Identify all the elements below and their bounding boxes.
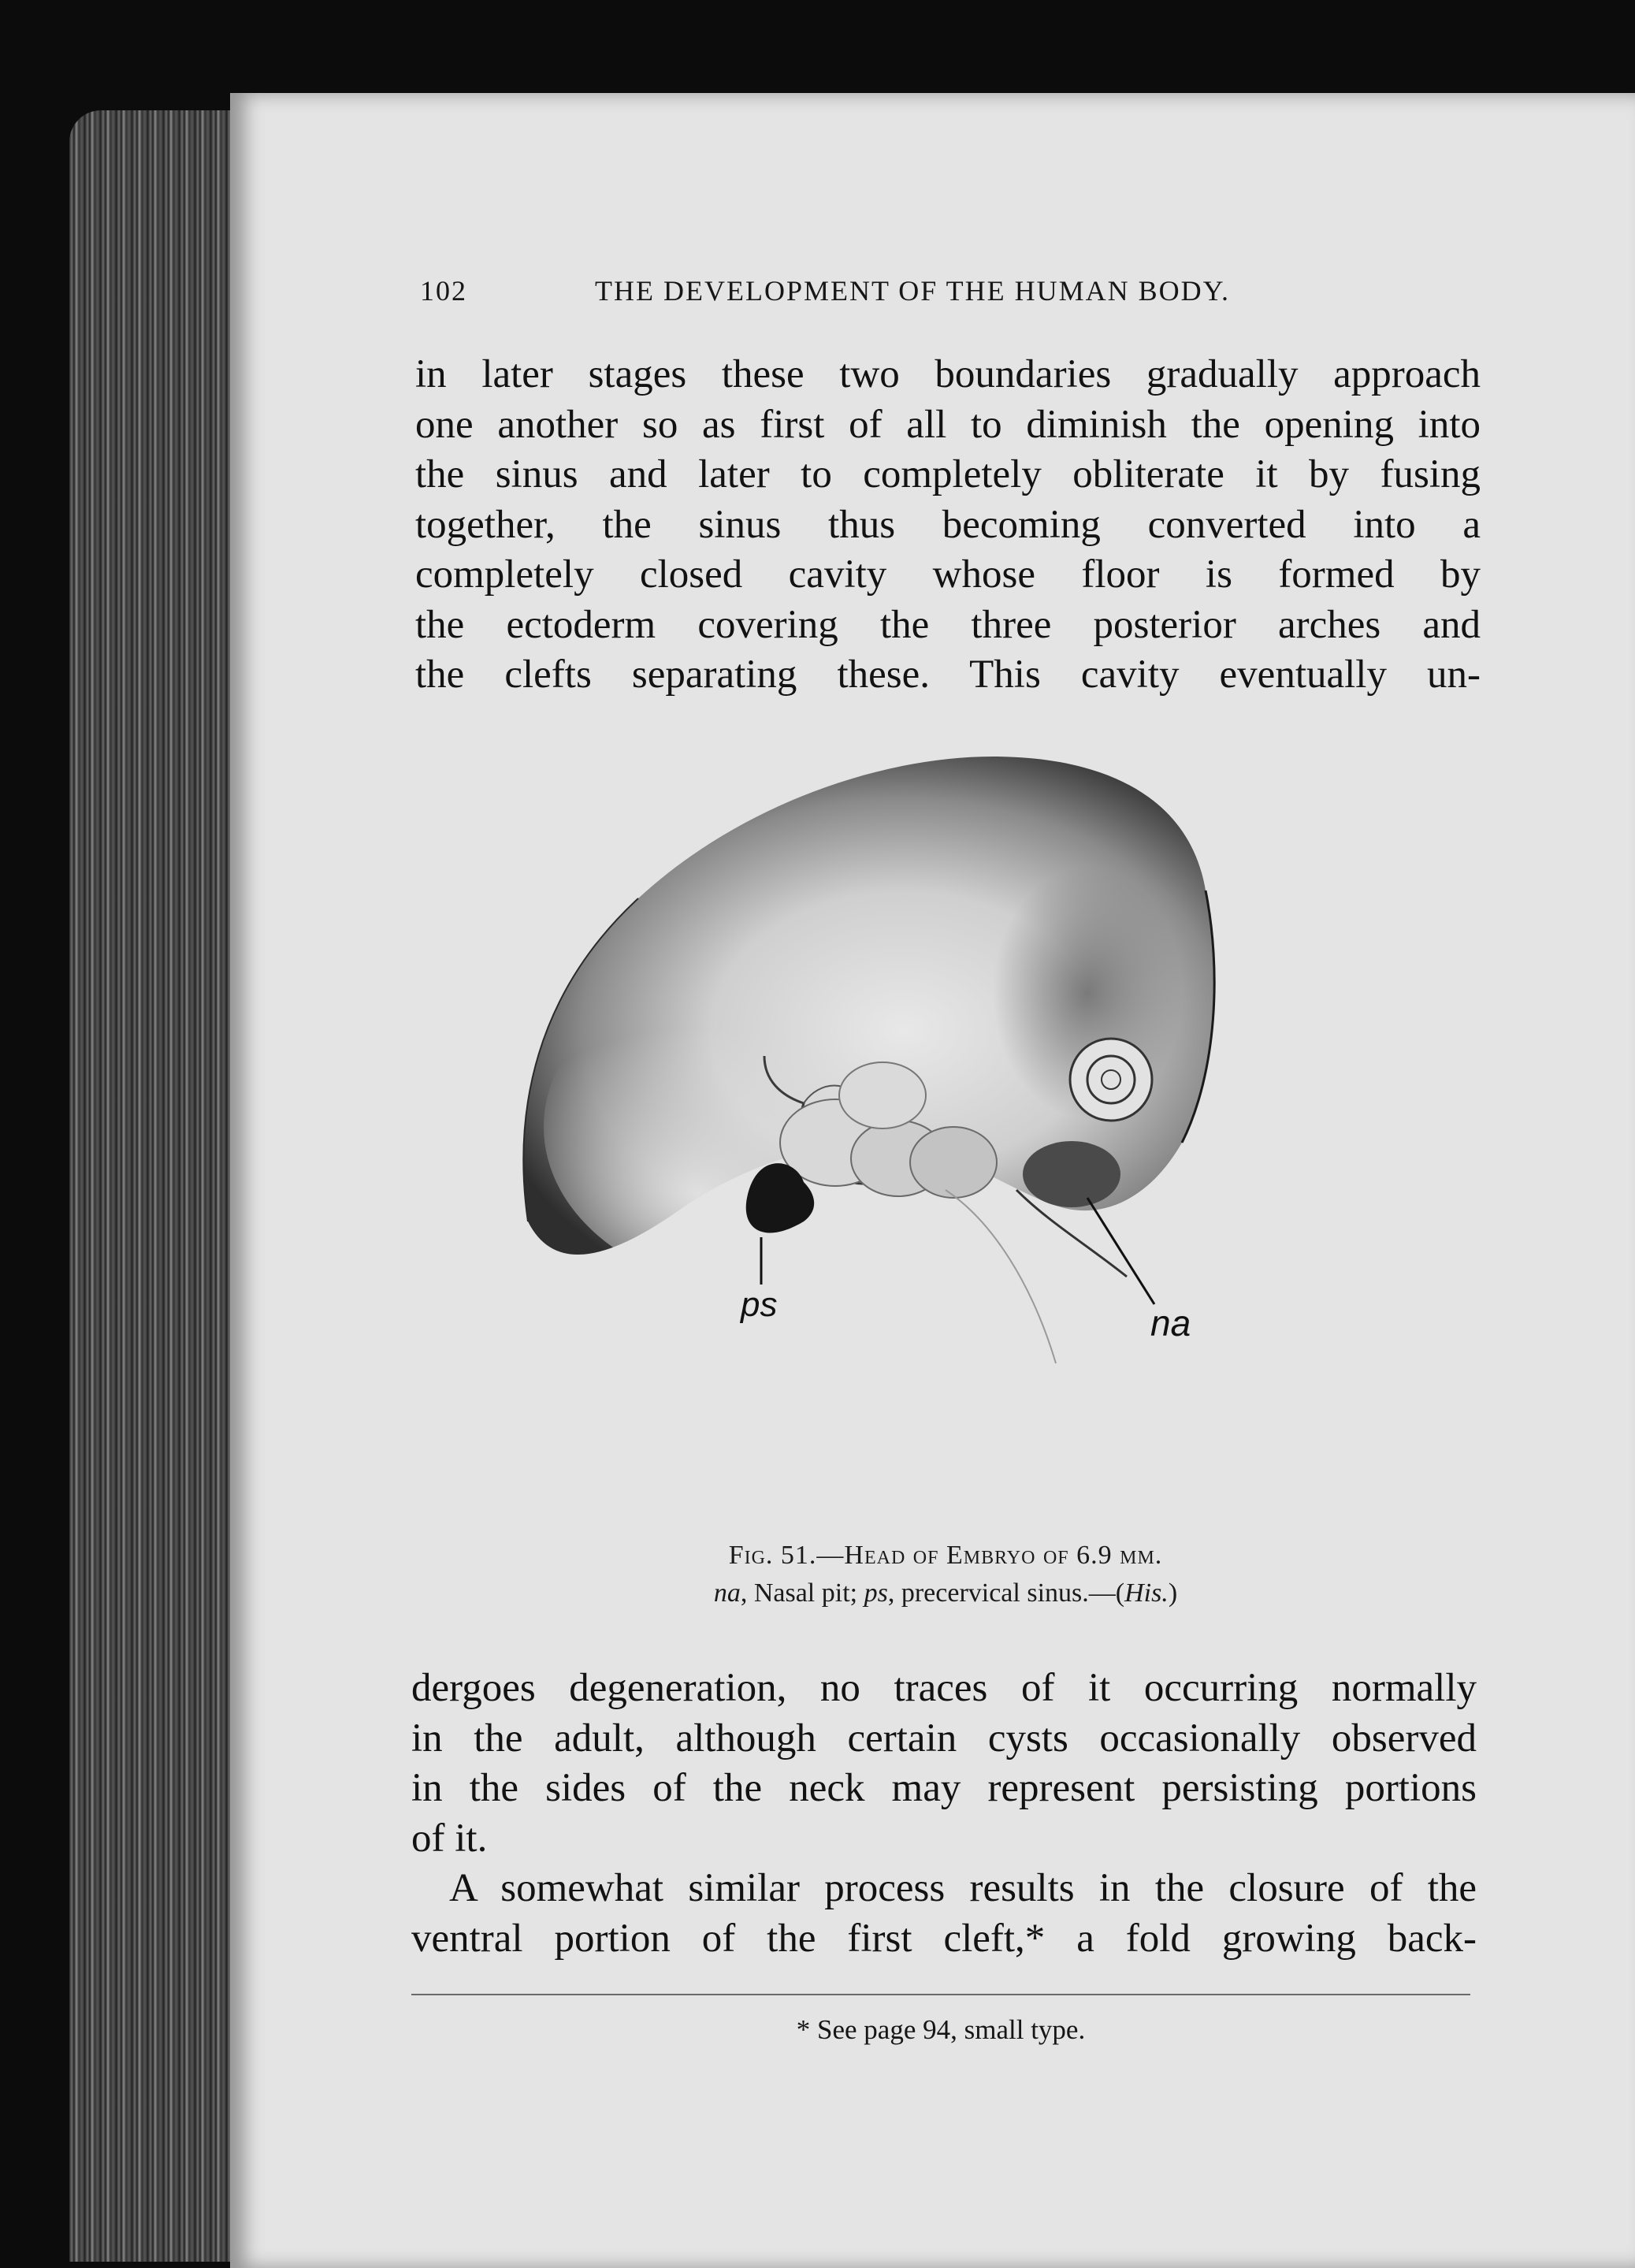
paragraph-bottom — [411, 1664, 1477, 1964]
footnote: * See page 94, small type. — [796, 2014, 1086, 2045]
text-line: of it. — [411, 1816, 488, 1861]
caption-text: ) — [1168, 1578, 1178, 1608]
text-line: in the adult, although certain cysts occasionally observed — [411, 1716, 1477, 1760]
text-line: dergoes degeneration, no traces of it occurring normally — [411, 1666, 1477, 1710]
text-line: completely closed cavity whose floor is formed by — [415, 552, 1481, 597]
label-line-na — [1087, 1198, 1154, 1304]
text-line: in the sides of the neck may represent persisting portions — [411, 1766, 1477, 1810]
caption-abbr: ps — [864, 1578, 888, 1608]
caption-title: Fig. 51.—Head of Embryo of 6.9 mm. — [728, 1541, 1163, 1570]
running-head: THE DEVELOPMENT OF THE HUMAN BODY. — [595, 275, 1231, 307]
figure-embryo-head — [504, 733, 1387, 1371]
caption-abbr: na — [713, 1578, 741, 1608]
page-number: 102 — [420, 275, 467, 307]
figure-label-ps: ps — [741, 1285, 778, 1324]
text-line: the sinus and later to completely obliterate it by fusing — [415, 452, 1481, 496]
paragraph-top — [415, 350, 1481, 701]
text-line: together, the sinus thus becoming converted into a — [415, 502, 1481, 547]
text-line: the ectoderm covering the three posterior arches and — [415, 602, 1481, 647]
text-line: the clefts separating these. This cavity eventually un- — [415, 653, 1481, 697]
ear-vesicle — [1070, 1039, 1152, 1121]
nasal-pit — [1023, 1141, 1120, 1207]
caption-source: His. — [1124, 1578, 1169, 1608]
footnote-rule — [411, 1994, 1470, 1995]
caption-legend — [425, 1575, 1466, 1612]
text-line: A somewhat similar process results in the closure of the — [449, 1866, 1477, 1910]
page-header — [420, 274, 1476, 314]
text-line: in later stages these two boundaries gradually approach — [415, 352, 1481, 396]
book-page-edges — [69, 110, 235, 2262]
caption-text: , precervical sinus.—( — [887, 1578, 1125, 1608]
embryo-head-illustration — [504, 733, 1387, 1371]
text-line: ventral portion of the first cleft,* a fold growing back- — [411, 1916, 1477, 1961]
caption-text: , Nasal pit; — [740, 1578, 864, 1608]
figure-label-na: na — [1150, 1303, 1191, 1344]
figure-caption — [425, 1537, 1466, 1612]
text-line: one another so as first of all to diminish the opening into — [415, 402, 1481, 447]
